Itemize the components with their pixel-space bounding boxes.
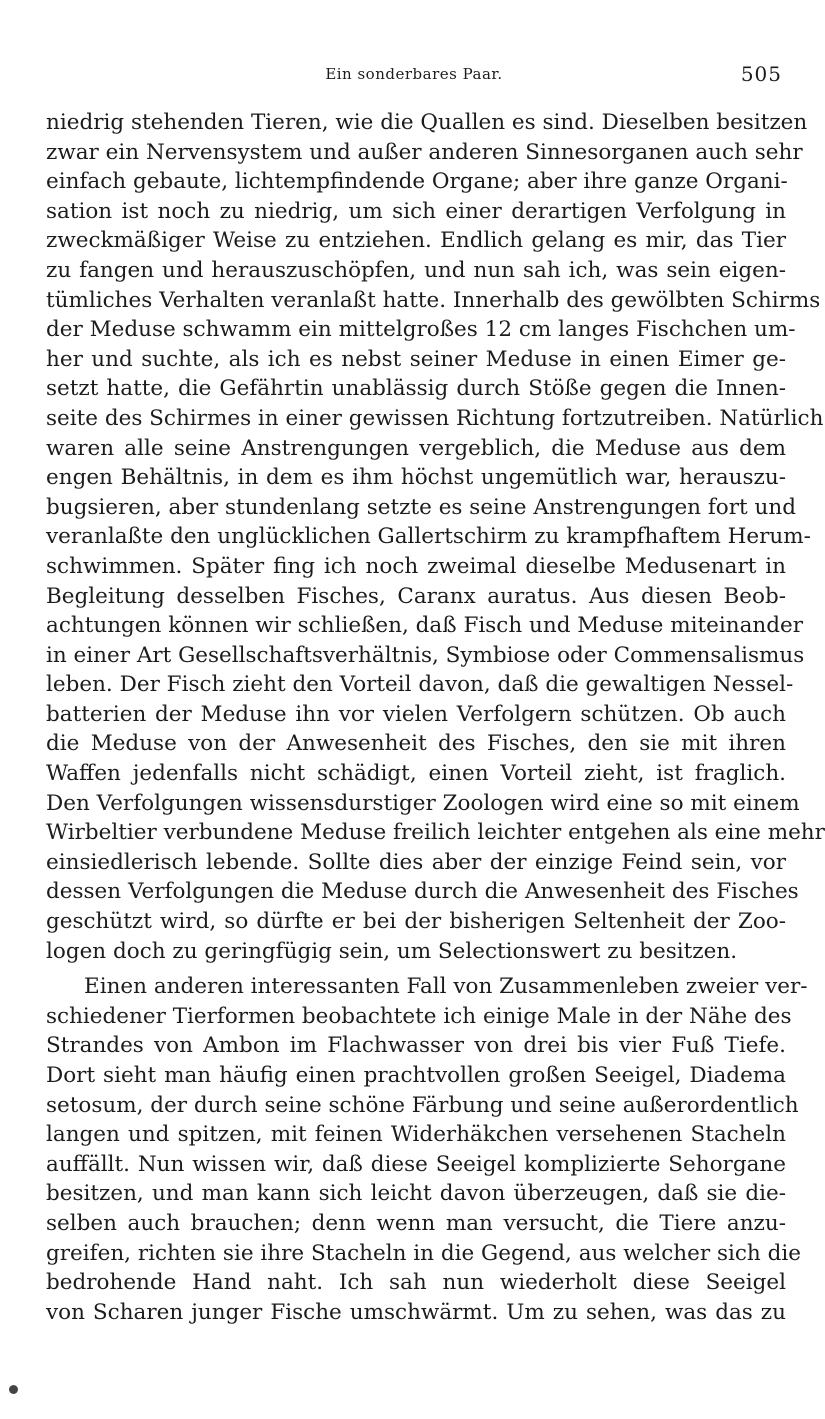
text-line: achtungen können wir schließen, daß Fisch und Meduse miteinander (46, 613, 804, 639)
text-line: batterien der Meduse ihn vor vielen Verfolgern schützen. Ob auch (46, 701, 786, 727)
text-line: Strandes von Ambon im Flachwasser von drei bis vier Fuß Tiefe. (46, 1033, 786, 1059)
text-line: selben auch brauchen; denn wenn man versucht, die Tiere anzu- (46, 1210, 786, 1236)
text-line: Dort sieht man häufig einen prachtvollen großen Seeigel, Diadema (46, 1063, 786, 1088)
text-line: setzt hatte, die Gefährtin unablässig durch Stöße gegen die Innen- (46, 376, 786, 402)
text-line: Den Verfolgungen wissensdurstiger Zoologen wird eine so mit einem (46, 790, 800, 816)
text-line: Waffen jedenfalls nicht schädigt, einen Vorteil zieht, ist fraglich. (46, 761, 786, 787)
text-line: waren alle seine Anstrengungen vergeblich, die Meduse aus dem (46, 435, 786, 461)
text-line: einfach gebaute, lichtempfindende Organe; aber ihre ganze Organi- (46, 169, 788, 195)
text-line: her und suchte, als ich es nebst seiner Meduse in einen Eimer ge- (46, 346, 786, 372)
text-line: einsiedlerisch lebende. Sollte dies aber der einzige Feind sein, vor (46, 849, 786, 875)
text-line: leben. Der Fisch zieht den Vorteil davon, daß die gewaltigen Nessel- (46, 672, 794, 698)
ink-speck (9, 1385, 18, 1394)
text-line: greifen, richten sie ihre Stacheln in die Gegend, aus welcher sich die (46, 1240, 801, 1266)
text-line: logen doch zu geringfügig sein, um Selectionswert zu besitzen. (46, 938, 738, 964)
text-line: besitzen, und man kann sich leicht davon überzeugen, daß sie die- (46, 1181, 786, 1207)
text-line: die Meduse von der Anwesenheit des Fisches, den sie mit ihren (46, 731, 786, 757)
text-line: bugsieren, aber stundenlang setzte es seine Anstrengungen fort und (46, 494, 796, 520)
text-line: veranlaßte den unglücklichen Gallertschirm zu krampfhaftem Herum- (46, 524, 811, 550)
text-line: dessen Verfolgungen die Meduse durch die Anwesenheit des Fisches (46, 879, 799, 905)
text-line: von Scharen junger Fische umschwärmt. Um zu sehen, was das zu (46, 1299, 786, 1325)
text-line: bedrohende Hand naht. Ich sah nun wiederholt diese Seeigel (46, 1270, 786, 1296)
text-line: der Meduse schwamm ein mittelgroßes 12 cm langes Fischchen um- (46, 317, 796, 343)
text-line: schwimmen. Später fing ich noch zweimal dieselbe Medusenart in (46, 553, 786, 579)
text-line: in einer Art Gesellschaftsverhältnis, Symbiose oder Commensalismus (46, 642, 805, 668)
text-line: Wirbeltier verbundene Meduse freilich leichter entgehen als eine mehr (46, 820, 825, 846)
running-title: Ein sonderbares Paar. (325, 65, 503, 83)
text-line: tümliches Verhalten veranlaßt hatte. Innerhalb des gewölbten Schirms (46, 287, 821, 313)
text-line: niedrig stehenden Tieren, wie die Quallen es sind. Dieselben besitzen (46, 110, 808, 135)
text-line: langen und spitzen, mit feinen Widerhäkchen versehenen Stacheln (46, 1122, 786, 1148)
paragraph (46, 972, 808, 1327)
text-line: setosum, der durch seine schöne Färbung und seine außerordentlich (46, 1092, 799, 1118)
text-line: zweckmäßiger Weise zu entziehen. Endlich gelang es mir, das Tier (46, 228, 786, 254)
text-line: Begleitung desselben Fisches, Caranx auratus. Aus diesen Beob- (46, 583, 786, 609)
text-line: engen Behältnis, in dem es ihm höchst ungemütlich war, herauszu- (46, 465, 786, 491)
text-line: zwar ein Nervensystem und außer anderen Sinnesorganen auch sehr (46, 139, 803, 165)
text-line: schiedener Tierformen beobachtete ich einige Male in der Nähe des (46, 1003, 792, 1029)
body-text (46, 108, 825, 1327)
text-line: seite des Schirmes in einer gewissen Richtung fortzutreiben. Natürlich (46, 405, 824, 431)
text-line: auffällt. Nun wissen wir, daß diese Seeigel komplizierte Sehorgane (46, 1151, 786, 1177)
text-line: zu fangen und herauszuschöpfen, und nun sah ich, was sein eigen- (46, 257, 786, 283)
paragraph (46, 108, 825, 966)
text-line: sation ist noch zu niedrig, um sich einer derartigen Verfolgung in (46, 198, 786, 224)
running-head (46, 62, 782, 88)
page-number: 505 (740, 62, 782, 86)
text-line: geschützt wird, so dürfte er bei der bisherigen Seltenheit der Zoo- (46, 909, 786, 935)
text-line: Einen anderen interessanten Fall von Zusammenleben zweier ver- (84, 974, 808, 1000)
